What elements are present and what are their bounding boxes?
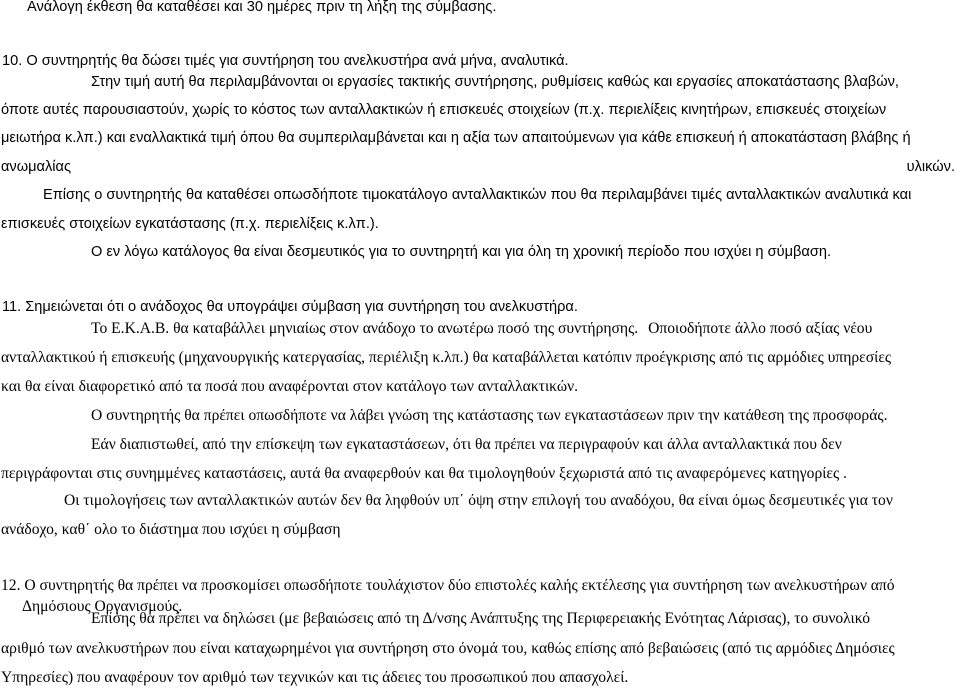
item10-paragraph3: Ο εν λόγω κατάλογος θα είναι δεσμευτικός για το συντηρητή και για όλη τη χρονική περίοδο που ισχύει η σύμβαση.: [91, 244, 831, 260]
item11-paragraph3-line1: Εάν διαπιστωθεί, από την επίσκεψη των εγκαταστάσεων, ότι θα πρέπει να περιγραφούν και άλλα ανταλλακτικά που δεν: [91, 436, 842, 453]
item12-heading-line1: 12. Ο συντηρητής θα πρέπει να προσκομίσει οπωσδήποτε τουλάχιστον δύο επιστολές καλής εκτέλεσης για συντήρηση των ανελκυστήρων από: [1, 577, 895, 594]
item11-line1-part-a: Το Ε.Κ.Α.Β. θα καταβάλλει μηνιαίως στον ανάδοχο το ανωτέρω ποσό της συντήρησης.: [91, 320, 639, 337]
item11-line1-part-b: Οποιοδήποτε άλλο ποσό αξίας νέου: [648, 320, 873, 337]
item11-paragraph1-line1: [91, 321, 872, 337]
item11-paragraph2: Ο συντηρητής θα πρέπει οπωσδήποτε να λάβει γνώση της κατάστασης των εγκαταστάσεων πριν την κατάθεση της προσφοράς.: [91, 407, 888, 424]
item11-paragraph1-line2: ανταλλακτικού ή επισκευής (μηχανουργικής κατεργασίας, περιέλιξη κ.λπ.) θα καταβάλλεται κατόπιν προέγκρισης από τις αρμόδιες υπηρεσίες: [1, 349, 892, 366]
item10-paragraph1-line3: μειωτήρα κ.λπ.) και εναλλακτικά τιμή όπου θα συμπεριλαμβάνεται και η αξία των απαιτούμενων για κάθε επισκευή ή αποκατάσταση βλάβης ή: [1, 130, 911, 146]
item10-paragraph1-line2: όποτε αυτές παρουσιαστούν, χωρίς το κόστος των ανταλλακτικών ή επισκευές στοιχείων (π.χ. περιελίξεις κινητήρων, επισκευές στοιχείων: [1, 102, 887, 118]
item10-paragraph2-line2: επισκευές στοιχείων εγκατάστασης (π.χ. περιελίξεις κ.λπ.).: [1, 216, 379, 232]
item10-line4-right-text: υλικών.: [906, 159, 955, 175]
item11-paragraph3-line2: περιγράφονται στις συνημμένες καταστάσεις, αυτά θα αναφερθούν και θα τιμολογηθούν ξεχωριστά από τις αναφερόμενες κατηγορίες .: [1, 465, 847, 482]
item12-heading-line2: Δημόσιους Οργανισμούς.: [22, 598, 183, 615]
item12-paragraph1-line1: Επίσης θα πρέπει να δηλώσει (με βεβαιώσεις από τη Δ/νσης Ανάπτυξης της Περιφερειακής Ενότητας Λάρισας), το συνολικό: [91, 610, 871, 627]
item11-paragraph1-line3: και θα είναι διαφορετικό από τα ποσά που αναφέρονται στον κατάλογο των ανταλλακτικών.: [1, 378, 579, 395]
item10-heading: 10. Ο συντηρητής θα δώσει τιμές για συντήρηση του ανελκυστήρα ανά μήνα, αναλυτικά.: [2, 53, 569, 69]
intro-line: Ανάλογη έκθεση θα καταθέσει και 30 ημέρες πριν τη λήξη της σύμβασης.: [27, 0, 497, 15]
item12-paragraph1-line2: αριθμό των ανελκυστήρων που είναι καταχωρημένοι για συντήρηση στο όνομά του, καθώς επίσης από βεβαιώσεις (από τις αρμόδιες Δημόσιες: [1, 640, 895, 657]
item10-line4-left-text: ανωμαλίας: [1, 159, 71, 175]
item10-paragraph2-line1: Επίσης ο συντηρητής θα καταθέσει οπωσδήποτε τιμοκατάλογο ανταλλακτικών που θα περιλαμβάνει τιμές ανταλλακτικών αναλυτικά και: [43, 187, 912, 203]
item11-paragraph4-line1: Οι τιμολογήσεις των ανταλλακτικών αυτών δεν θα ληφθούν υπ΄ όψη στην επιλογή του αναδόχου, θα είναι όμως δεσμευτικές για τον: [64, 492, 893, 509]
item10-paragraph1-line4: [1, 160, 955, 175]
item12-paragraph1-line3: Υπηρεσίες) που αναφέρουν τον αριθμό των τεχνικών και τις άδειες του προσωπικού που απασχολεί.: [1, 669, 629, 686]
item10-paragraph1-line1: Στην τιμή αυτή θα περιλαμβάνονται οι εργασίες τακτικής συντήρησης, ρυθμίσεις καθώς και εργασίες αποκατάστασης βλαβών,: [91, 74, 899, 90]
item11-heading: 11. Σημειώνεται ότι ο ανάδοχος θα υπογράψει σύμβαση για συντήρηση του ανελκυστήρα.: [2, 299, 578, 315]
item11-paragraph4-line2: ανάδοχο, καθ΄ ολο το διάστημα που ισχύει η σύμβαση: [1, 521, 341, 538]
